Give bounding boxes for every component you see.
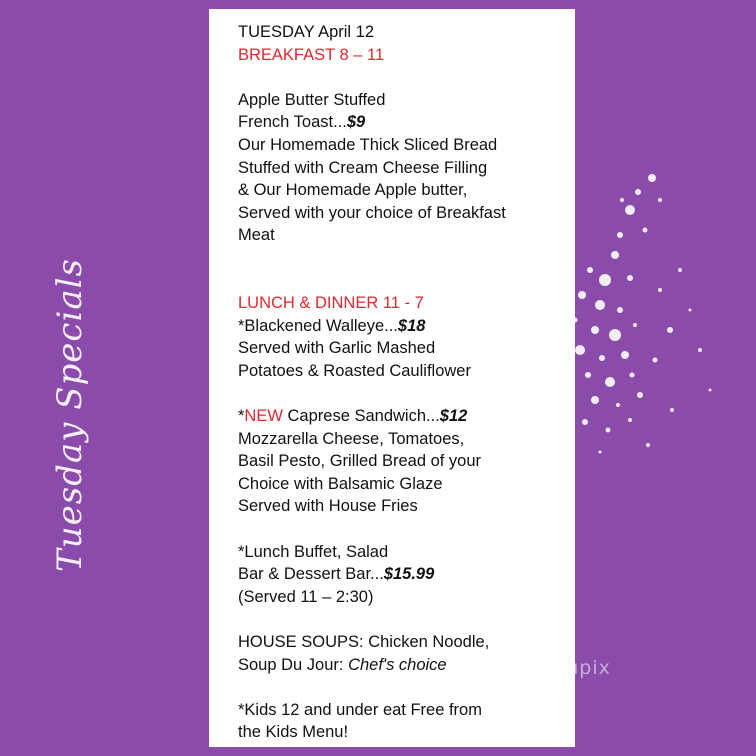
spacer (238, 676, 575, 699)
lunch-dinner-heading: LUNCH & DINNER 11 - 7 (238, 294, 424, 313)
buffet-price: $15.99 (383, 565, 435, 584)
walleye-desc-line: Served with Garlic Mashed (238, 339, 436, 358)
buffet-line: *Lunch Buffet, Salad (238, 542, 389, 561)
spacer (238, 383, 575, 406)
spacer (238, 518, 575, 541)
caprese-item (238, 405, 575, 428)
caprese-desc-line: Served with House Fries (238, 497, 418, 516)
menu-card (209, 9, 575, 747)
spacer (238, 270, 575, 293)
buffet-hours: (Served 11 – 2:30) (238, 587, 374, 606)
soup-du-jour-label: Soup Du Jour: (238, 655, 349, 674)
caprese-desc-line: Mozzarella Cheese, Tomatoes, (238, 429, 465, 448)
caprese-desc-line: Basil Pesto, Grilled Bread of your (238, 452, 482, 471)
paint-splatter-decoration (560, 160, 756, 480)
house-soups-line: HOUSE SOUPS: Chicken Noodle, (238, 633, 490, 652)
walleye-desc-line: Potatoes & Roasted Cauliflower (238, 361, 471, 380)
caprese-name: Caprese Sandwich... (282, 407, 440, 426)
caprese-price: $12 (439, 407, 468, 426)
spacer (238, 247, 575, 270)
buffet-item (238, 563, 575, 586)
chefs-choice: Chef's choice (348, 655, 447, 674)
walleye-item (238, 315, 575, 338)
breakfast-item-name: Apple Butter Stuffed (238, 90, 386, 109)
menu-date: TUESDAY April 12 (238, 23, 375, 41)
breakfast-desc-line: & Our Homemade Apple butter, (238, 181, 468, 200)
spacer (238, 66, 575, 89)
breakfast-heading: BREAKFAST 8 – 11 (238, 45, 385, 64)
caprese-prefix: * (238, 407, 245, 426)
breakfast-desc-line: Our Homemade Thick Sliced Bread (238, 135, 498, 154)
breakfast-desc-line: Stuffed with Cream Cheese Filling (238, 158, 488, 177)
walleye-name: *Blackened Walleye... (238, 316, 398, 335)
breakfast-price: $9 (346, 113, 366, 132)
menupix-watermark: menupix (521, 657, 611, 679)
tuesday-specials-title: Tuesday Specials (50, 258, 90, 572)
walleye-price: $18 (397, 316, 426, 335)
caprese-desc-line: Choice with Balsamic Glaze (238, 474, 443, 493)
breakfast-desc-line: Meat (238, 226, 275, 245)
kids-line: *Kids 12 and under eat Free from (238, 700, 482, 719)
buffet-name: Bar & Dessert Bar... (238, 565, 384, 584)
spacer (238, 608, 575, 631)
breakfast-item-name-cont (238, 111, 575, 134)
breakfast-item-text: French Toast... (238, 113, 347, 132)
kids-line: the Kids Menu! (238, 723, 349, 742)
new-badge: NEW (244, 407, 283, 426)
breakfast-desc-line: Served with your choice of Breakfast (238, 203, 506, 222)
